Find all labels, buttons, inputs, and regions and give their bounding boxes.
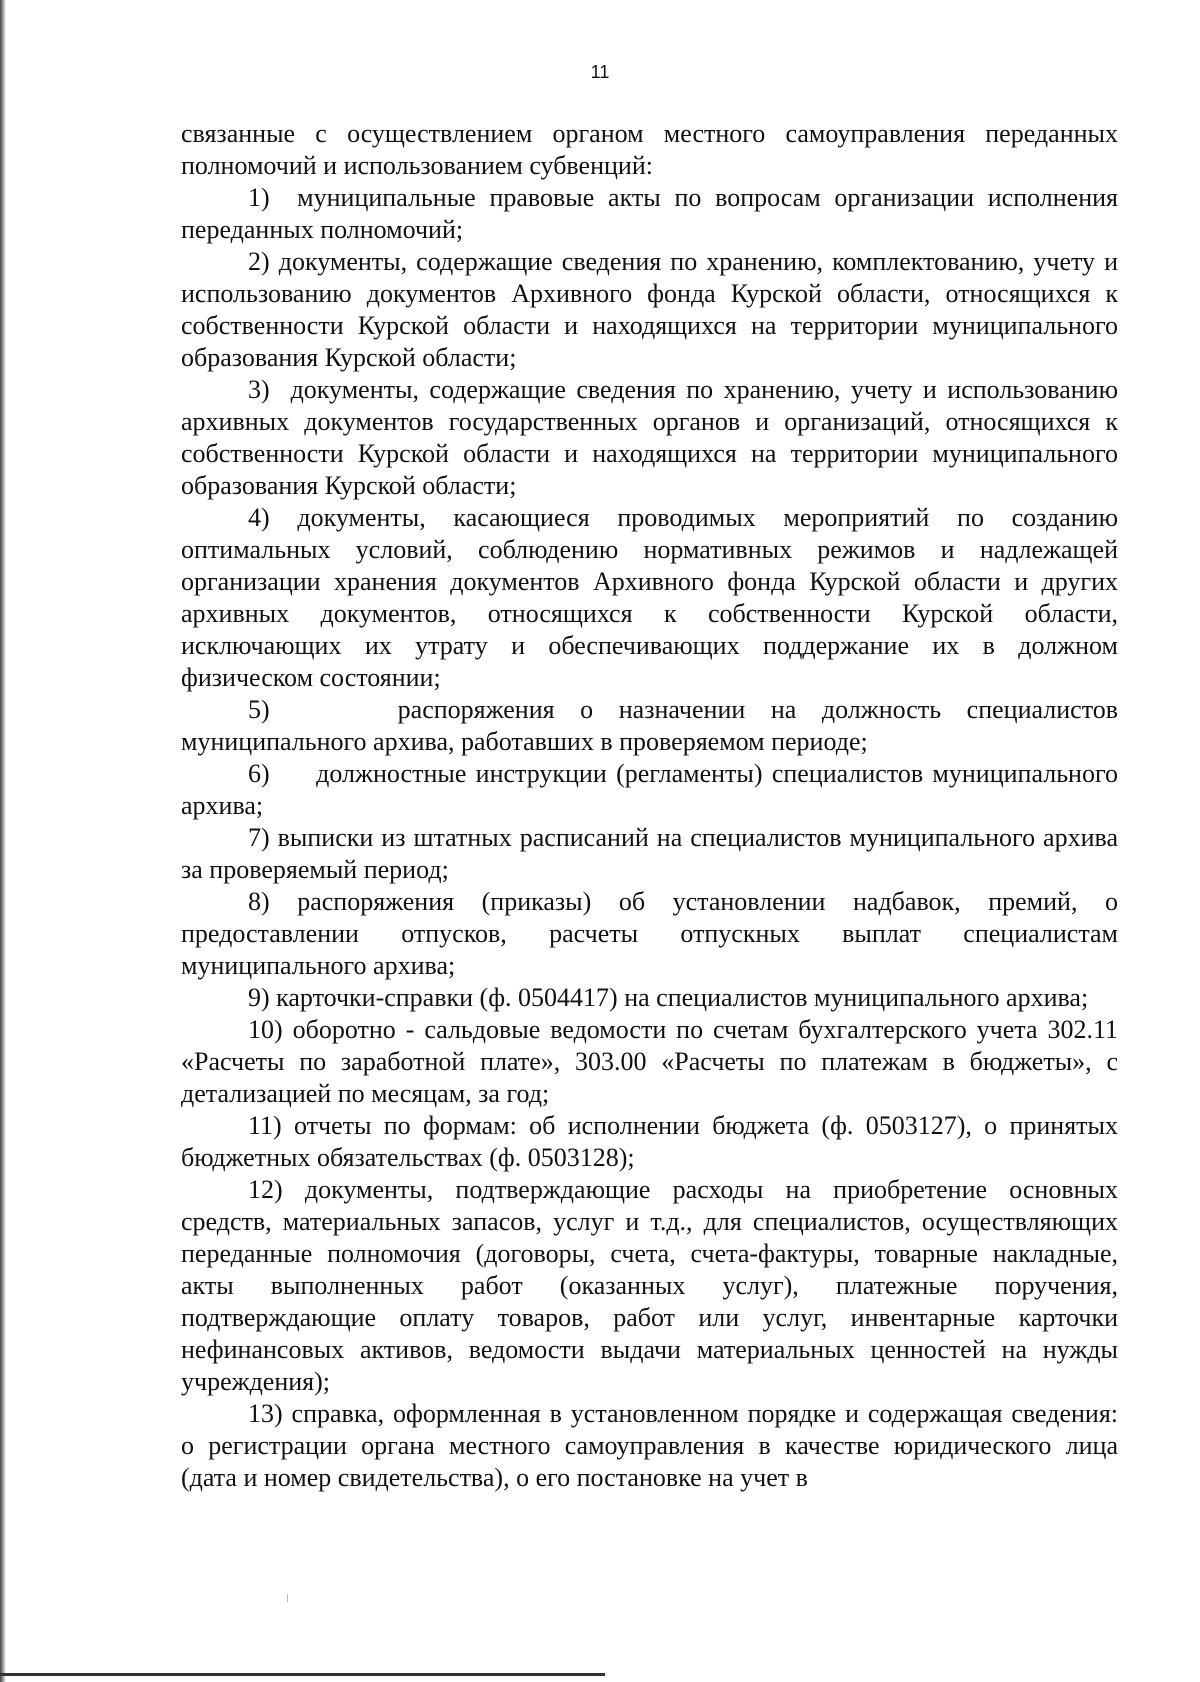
list-item-1: 1) муниципальные правовые акты по вопросам организации исполнения переданных полномочий; xyxy=(181,183,1118,244)
list-item-11: 11) отчеты по формам: об исполнении бюджета (ф. 0503127), о принятых бюджетных обязательствах (ф. 0503128); xyxy=(181,1111,1118,1172)
list-item-8: 8) распоряжения (приказы) об установлении надбавок, премий, о предоставлении отпусков, расчеты отпускных выплат специалистам муниципального архива; xyxy=(181,887,1118,980)
list-item-5: 5) распоряжения о назначении на должность специалистов муниципального архива, работавших в проверяемом периоде; xyxy=(181,695,1118,756)
list-item-10: 10) оборотно - сальдовые ведомости по счетам бухгалтерского учета 302.11 «Расчеты по заработной плате», 303.00 «Расчеты по платежам в бюджеты», с детализацией по месяцам, за год; xyxy=(181,1015,1118,1108)
list-item-2: 2) документы, содержащие сведения по хранению, комплектованию, учету и использованию документов Архивного фонда Курской области, относящихся к собственности Курской области и находящихся на территории муниципального образования Курской области; xyxy=(181,247,1118,372)
scan-bottom-edge xyxy=(0,1673,605,1676)
list-item-12: 12) документы, подтверждающие расходы на приобретение основных средств, материальных запасов, услуг и т.д., для специалистов, осуществляющих переданные полномочия (договоры, счета, счета-фактуры, товарные накладные, акты выполненных работ (оказанных услуг), платежные поручения, подтверждающие оплату товаров, работ или услуг, инвентарные карточки нефинансовых активов, ведомости выдачи материальных ценностей на нужды учреждения); xyxy=(181,1175,1118,1396)
paragraph-intro: связанные с осуществлением органом местного самоуправления переданных полномочий и использованием субвенций: xyxy=(181,119,1118,180)
list-item-7: 7) выписки из штатных расписаний на специалистов муниципального архива за проверяемый период; xyxy=(181,823,1118,884)
list-item-9: 9) карточки-справки (ф. 0504417) на специалистов муниципального архива; xyxy=(248,983,1089,1012)
list-item-3: 3) документы, содержащие сведения по хранению, учету и использованию архивных документов государственных органов и организаций, относящихся к собственности Курской области и находящихся на территории муниципального образования Курской области; xyxy=(181,375,1118,500)
list-item-6: 6) должностные инструкции (регламенты) специалистов муниципального архива; xyxy=(181,759,1118,820)
list-item-13: 13) справка, оформленная в установленном порядке и содержащая сведения: о регистрации органа местного самоуправления в качестве юридического лица (дата и номер свидетельства), о его постановке на учет в xyxy=(181,1399,1118,1492)
scan-speck xyxy=(287,1594,288,1602)
document-body xyxy=(181,118,1118,1494)
scan-left-edge xyxy=(0,0,6,1682)
page-number: 11 xyxy=(590,62,610,82)
list-item-4: 4) документы, касающиеся проводимых мероприятий по созданию оптимальных условий, соблюдению нормативных режимов и надлежащей организации хранения документов Архивного фонда Курской области и других архивных документов, относящихся к собственности Курской области, исключающих их утрату и обеспечивающих поддержание их в должном физическом состоянии; xyxy=(181,503,1118,692)
